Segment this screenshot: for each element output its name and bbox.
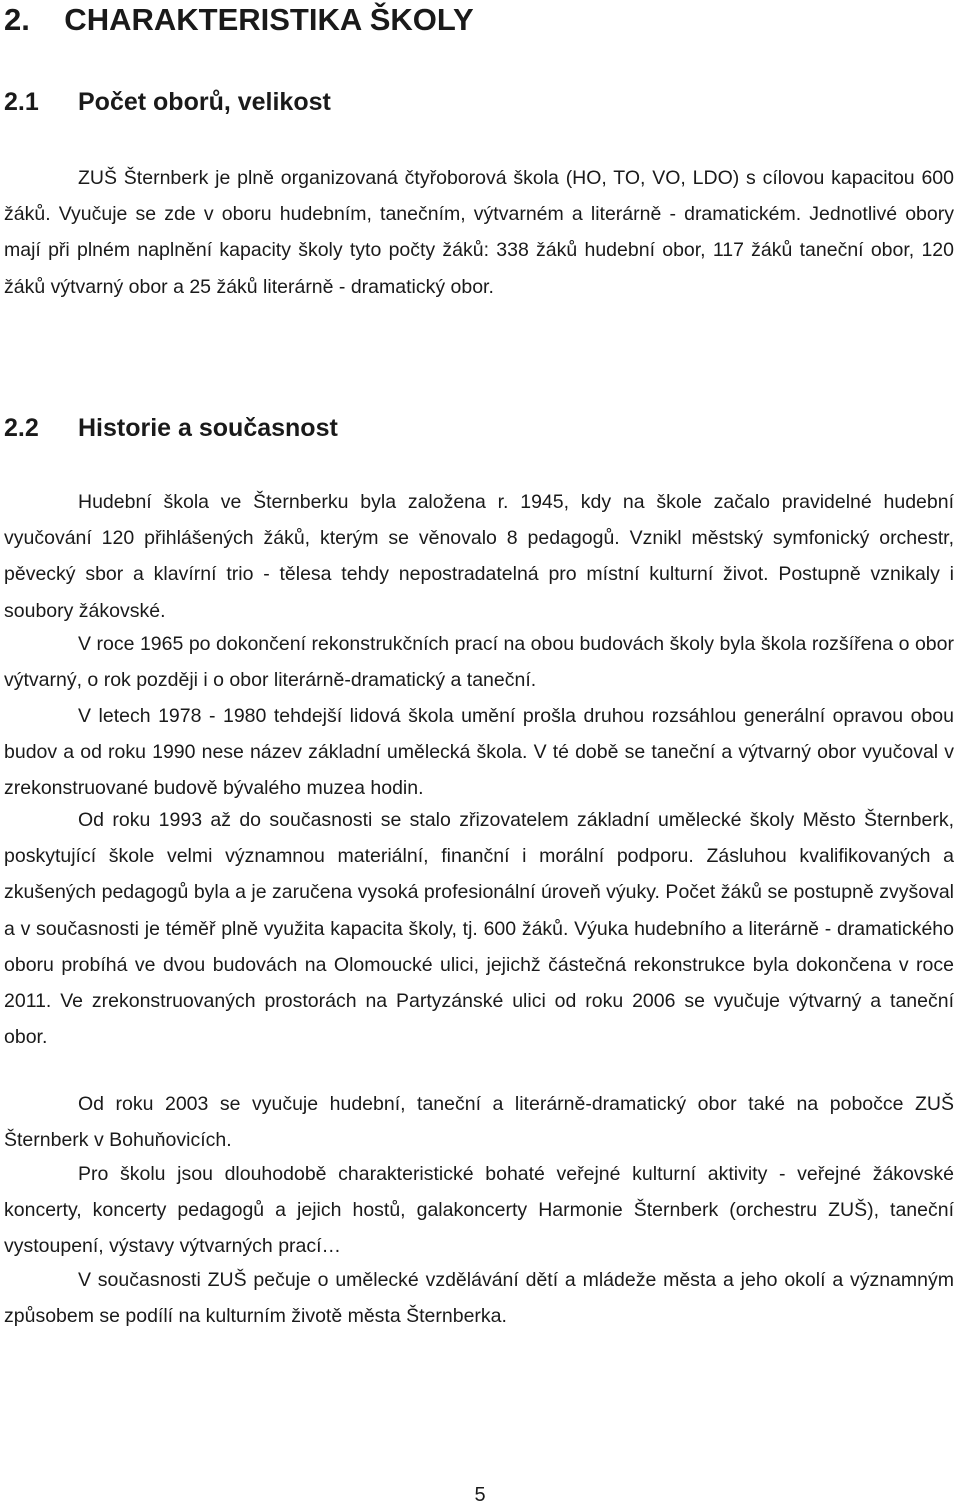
section-title: Počet oborů, velikost bbox=[78, 88, 331, 116]
paragraph: V současnosti ZUŠ pečuje o umělecké vzdělávání dětí a mládeže města a jeho okolí a významným způsobem se podílí na kulturním životě města Šternberka. bbox=[4, 1269, 954, 1328]
paragraph: ZUŠ Šternberk je plně organizovaná čtyřoborová škola (HO, TO, VO, LDO) s cílovou kapacitou 600 žáků. Vyučuje se zde v oboru hudebním, tanečním, výtvarném a literárně - dramatickém. Jednotlivé obory mají při plném naplnění kapacity školy tyto počty žáků: 338 žáků hudební obor, 117 žáků taneční obor, 120 žáků výtvarný obor a 25 žáků literárně - dramatický obor. bbox=[4, 167, 954, 298]
paragraph: V letech 1978 - 1980 tehdejší lidová škola umění prošla druhou rozsáhlou generální opravou obou budov a od roku 1990 nese název základní umělecká škola. V té době se taneční a výtvarný obor vyučoval v zrekonstruované budově bývalého muzea hodin. bbox=[4, 705, 954, 800]
paragraph: Od roku 2003 se vyučuje hudební, taneční a literárně-dramatický obor také na pobočce ZUŠ Šternberk v Bohuňovicích. bbox=[4, 1093, 954, 1152]
section-heading-2-1 bbox=[4, 86, 331, 118]
chapter-title: 2. CHARAKTERISTIKA ŠKOLY bbox=[4, 2, 474, 37]
page-number: 5 bbox=[474, 1484, 486, 1506]
section-title: Historie a současnost bbox=[78, 414, 338, 442]
section-number: 2.2 bbox=[4, 414, 39, 442]
section-number: 2.1 bbox=[4, 88, 39, 116]
paragraph: Pro školu jsou dlouhodobě charakteristické bohaté veřejné kulturní aktivity - veřejné žákovské koncerty, koncerty pedagogů a jejich hostů, galakoncerty Harmonie Šternberk (orchestru ZUŠ), taneční vystoupení, výstavy výtvarných prací… bbox=[4, 1163, 954, 1258]
paragraph: V roce 1965 po dokončení rekonstrukčních prací na obou budovách školy byla škola rozšířena o obor výtvarný, o rok později i o obor literárně-dramatický a taneční. bbox=[4, 633, 954, 692]
paragraph: Hudební škola ve Šternberku byla založena r. 1945, kdy na škole začalo pravidelné hudební vyučování 120 přihlášených žáků, kterým se věnovalo 8 pedagogů. Vznikl městský symfonický orchestr, pěvecký sbor a klavírní trio - tělesa tehdy nepostradatelná pro místní kulturní život. Postupně vznikaly i soubory žákovské. bbox=[4, 491, 954, 622]
paragraph: Od roku 1993 až do současnosti se stalo zřizovatelem základní umělecké školy Město Šternberk, poskytující škole velmi významnou materiální, finanční i morální podporu. Zásluhou kvalifikovaných a zkušených pedagogů byla a je zaručena vysoká profesionální úroveň výuky. Počet žáků se postupně zvyšoval a v současnosti je téměř plně využita kapacita školy, tj. 600 žáků. Výuka hudebního a literárně - dramatického oboru probíhá ve dvou budovách na Olomoucké ulici, jejichž částečná rekonstrukce byla dokončena v roce 2011. Ve zrekonstruovaných prostorách na Partyzánské ulici od roku 2006 se vyučuje výtvarný a taneční obor. bbox=[4, 809, 954, 1049]
section-heading-2-2 bbox=[4, 412, 338, 444]
